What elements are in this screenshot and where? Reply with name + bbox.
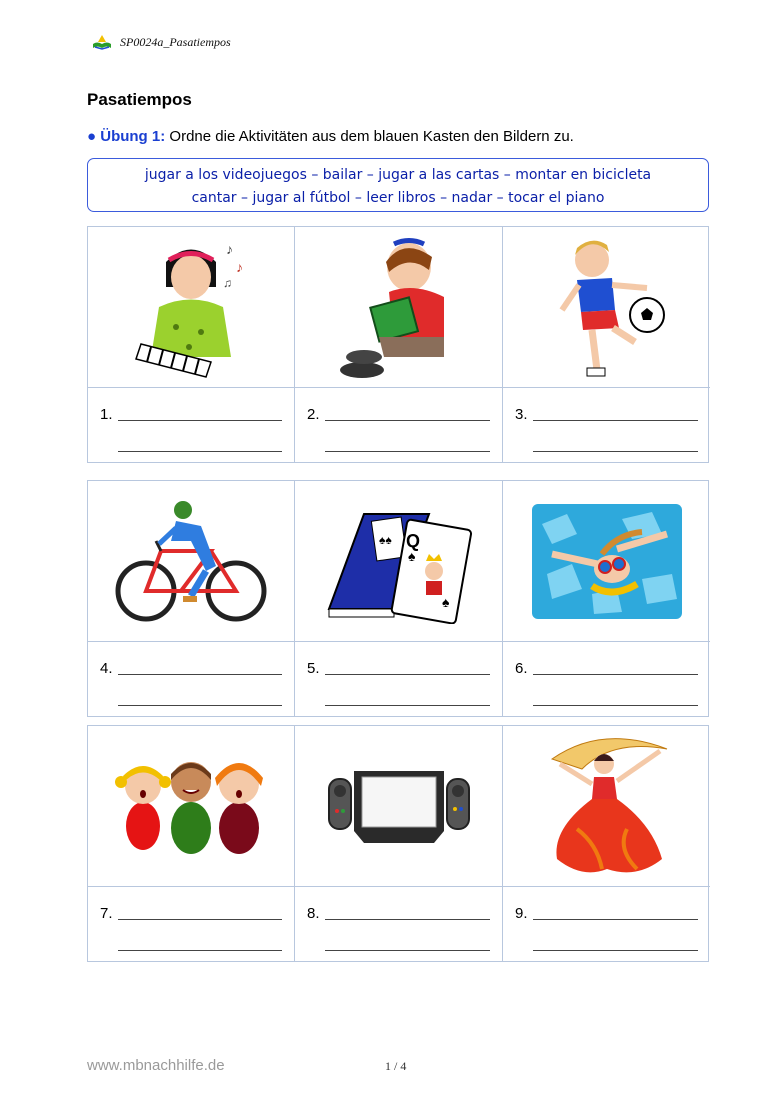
answer-line[interactable]: [118, 950, 282, 951]
answer-line[interactable]: [325, 705, 490, 706]
exercise-cell-3: [503, 227, 710, 462]
exercise-row-3: [87, 725, 709, 962]
svg-text:Q: Q: [405, 530, 420, 551]
page-header: [92, 34, 231, 50]
exercise-cell-6: [503, 481, 710, 716]
word-bank-line-1: jugar a los videojuegos – bailar – jugar a las cartas – montar en bicicleta: [144, 167, 652, 183]
answer-line[interactable]: [118, 420, 282, 421]
exercise-instruction: [87, 128, 574, 145]
item-number: 2.: [307, 406, 320, 423]
answer-line[interactable]: [533, 451, 698, 452]
item-number: 8.: [307, 905, 320, 922]
item-number: 4.: [100, 660, 113, 677]
item-number: 7.: [100, 905, 113, 922]
answer-line[interactable]: [325, 674, 490, 675]
svg-text:♫: ♫: [223, 276, 232, 290]
exercise-label: Übung 1:: [100, 128, 166, 145]
answer-line[interactable]: [533, 705, 698, 706]
exercise-row-1: [87, 226, 709, 463]
answer-line[interactable]: [118, 705, 282, 706]
svg-text:♪: ♪: [226, 241, 233, 257]
footer-website: www.mbnachhilfe.de: [87, 1057, 225, 1074]
document-id: SP0024a_Pasatiempos: [120, 34, 231, 49]
svg-text:♠♠: ♠♠: [378, 532, 392, 547]
exercise-cell-4: [88, 481, 295, 716]
singing-children-illustration: [111, 756, 271, 856]
exercise-text: Ordne die Aktivitäten aus dem blauen Kasten den Bildern zu.: [169, 128, 574, 145]
boy-kicking-football-illustration: [547, 230, 667, 385]
boy-reading-illustration: [334, 232, 464, 382]
page-title: Pasatiempos: [87, 90, 192, 109]
playing-cards-illustration: [324, 499, 474, 624]
piano-player-illustration: [131, 232, 251, 382]
answer-line[interactable]: [533, 950, 698, 951]
exercise-cell-8: [295, 726, 503, 961]
answer-line[interactable]: [325, 451, 490, 452]
item-number: 1.: [100, 406, 113, 423]
swimmer-illustration: [532, 504, 682, 619]
answer-line[interactable]: [118, 919, 282, 920]
svg-text:♠: ♠: [441, 593, 449, 610]
exercise-cell-9: [503, 726, 710, 961]
exercise-cell-7: [88, 726, 295, 961]
game-console-illustration: [324, 761, 474, 851]
exercise-row-2: [87, 480, 709, 717]
cyclist-illustration: [111, 496, 271, 626]
word-bank: [87, 158, 709, 212]
svg-text:♪: ♪: [236, 259, 243, 275]
answer-line[interactable]: [118, 451, 282, 452]
exercise-cell-2: [295, 227, 503, 462]
answer-line[interactable]: [325, 950, 490, 951]
bullet-icon: ●: [87, 128, 97, 145]
dancer-illustration: [542, 729, 672, 884]
page-number: 1 / 4: [385, 1059, 407, 1073]
item-number: 5.: [307, 660, 320, 677]
item-number: 9.: [515, 905, 528, 922]
item-number: 6.: [515, 660, 528, 677]
answer-line[interactable]: [325, 420, 490, 421]
answer-line[interactable]: [533, 919, 698, 920]
item-number: 3.: [515, 406, 528, 423]
answer-line[interactable]: [118, 674, 282, 675]
exercise-cell-1: [88, 227, 295, 462]
word-bank-line-2: cantar – jugar al fútbol – leer libros – nadar – tocar el piano: [191, 190, 605, 206]
exercise-cell-5: [295, 481, 503, 716]
book-logo-icon: [92, 34, 112, 50]
answer-line[interactable]: [325, 919, 490, 920]
answer-line[interactable]: [533, 674, 698, 675]
svg-text:♠: ♠: [407, 547, 415, 564]
answer-line[interactable]: [533, 420, 698, 421]
